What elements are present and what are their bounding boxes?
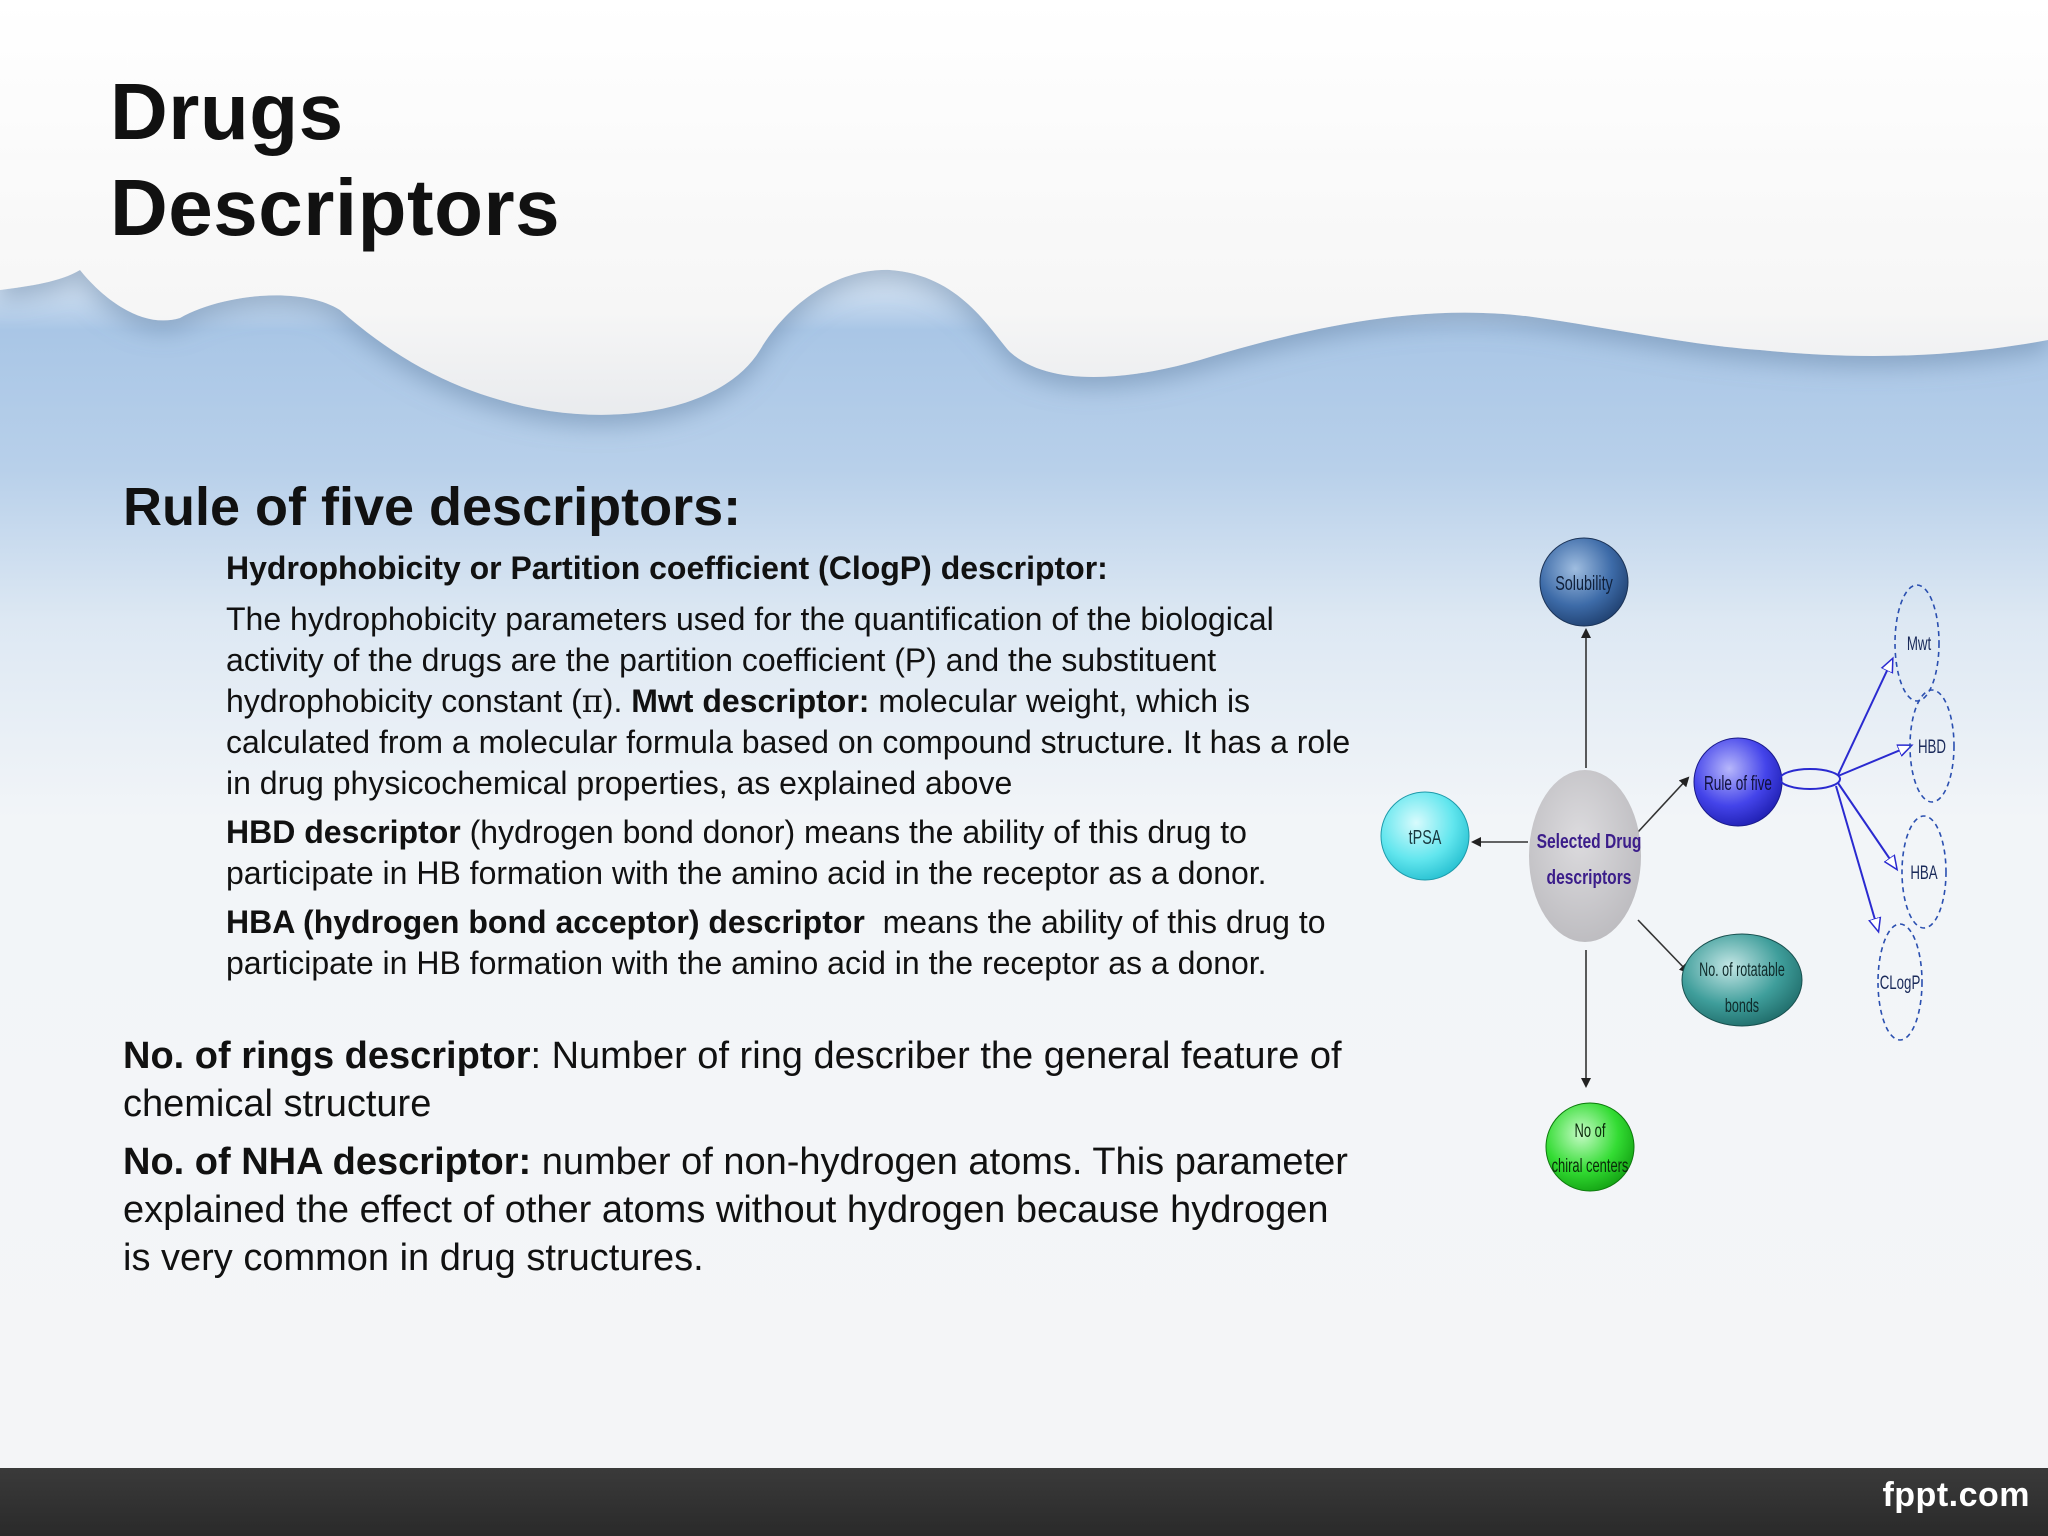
- mwt-label: Mwt: [1906, 633, 1932, 655]
- rotatable-bonds-label-line-1: No. of rotatable: [1699, 959, 1785, 981]
- chiral-centers-node: [1546, 1103, 1634, 1191]
- hba-label: HBA (hydrogen bond acceptor) descriptor: [226, 904, 865, 940]
- nha-paragraph: [123, 1138, 1353, 1282]
- rule-of-five-details: [226, 548, 1356, 992]
- footer-brand: fppt.com: [1882, 1476, 2030, 1514]
- footer-bar: [0, 1468, 2048, 1536]
- hba-text: means the ability of this drug to participate in HB formation with the amino acid in the receptor as a donor.: [226, 904, 1335, 981]
- arrow-to-rule-of-five: [1638, 778, 1688, 832]
- rule-of-five-connector-oval: [1780, 769, 1840, 789]
- rings-paragraph: [123, 1032, 1353, 1128]
- rings-label: No. of rings descriptor: [123, 1035, 531, 1077]
- title-line-1: Drugs: [110, 67, 344, 156]
- hba-paragraph: [226, 902, 1356, 984]
- rotatable-bonds-label-line-2: bonds: [1724, 995, 1760, 1017]
- center-label-line-1: Selected Drug: [1536, 830, 1642, 853]
- mwt-text: molecular weight, which is calculated from a molecular formula based on compound structure. It has a role in drug physicochemical properties, as explained above: [226, 683, 1351, 801]
- hbd-text: (hydrogen bond donor) means the ability of this drug to participate in HB formation with the amino acid in the receptor as a donor.: [226, 814, 1267, 891]
- clogp-paragraph: [226, 599, 1356, 804]
- chiral-centers-label-line-2: chiral centers: [1551, 1155, 1629, 1177]
- section-heading: Rule of five descriptors:: [123, 477, 742, 537]
- center-node: [1529, 770, 1641, 942]
- title-line-2: Descriptors: [110, 163, 561, 252]
- clogp-heading: Hydrophobicity or Partition coefficient (ClogP) descriptor:: [226, 550, 1108, 586]
- hba-label: HBA: [1910, 862, 1938, 884]
- nha-label: No. of NHA descriptor:: [123, 1141, 532, 1183]
- clogp-text-2: ).: [602, 683, 632, 719]
- pi-symbol: π: [581, 682, 603, 720]
- hbd-label: HBD: [1917, 736, 1947, 758]
- hbd-paragraph: [226, 812, 1356, 894]
- tpsa-label: tPSA: [1408, 825, 1442, 849]
- rings-text: : Number of ring describer the general feature of chemical structure: [123, 1035, 1342, 1125]
- clogp-text-1: The hydrophobicity parameters used for the quantification of the biological activity of the drugs are the partition coefficient (P) and the substituent hydrophobicity constant (: [226, 601, 1274, 719]
- slide-title: [110, 64, 560, 256]
- center-label-line-2: descriptors: [1546, 866, 1632, 889]
- nha-text: number of non-hydrogen atoms. This parameter explained the effect of other atoms without hydrogen because hydrogen is very common in drug structures.: [123, 1141, 1348, 1279]
- chiral-centers-label-line-1: No of: [1574, 1120, 1606, 1142]
- additional-descriptors: [123, 1032, 1353, 1292]
- arrow-to-rotatable-bonds: [1638, 920, 1688, 972]
- mwt-label: Mwt descriptor:: [631, 683, 870, 719]
- clogp-label: CLogP: [1879, 972, 1921, 994]
- rule-of-five-label: Rule of five: [1703, 772, 1773, 795]
- solubility-label: Solubility: [1555, 571, 1613, 595]
- descriptor-diagram: [1370, 520, 1970, 1220]
- hbd-label: HBD descriptor: [226, 814, 461, 850]
- branch-to-clogp: [1836, 786, 1878, 930]
